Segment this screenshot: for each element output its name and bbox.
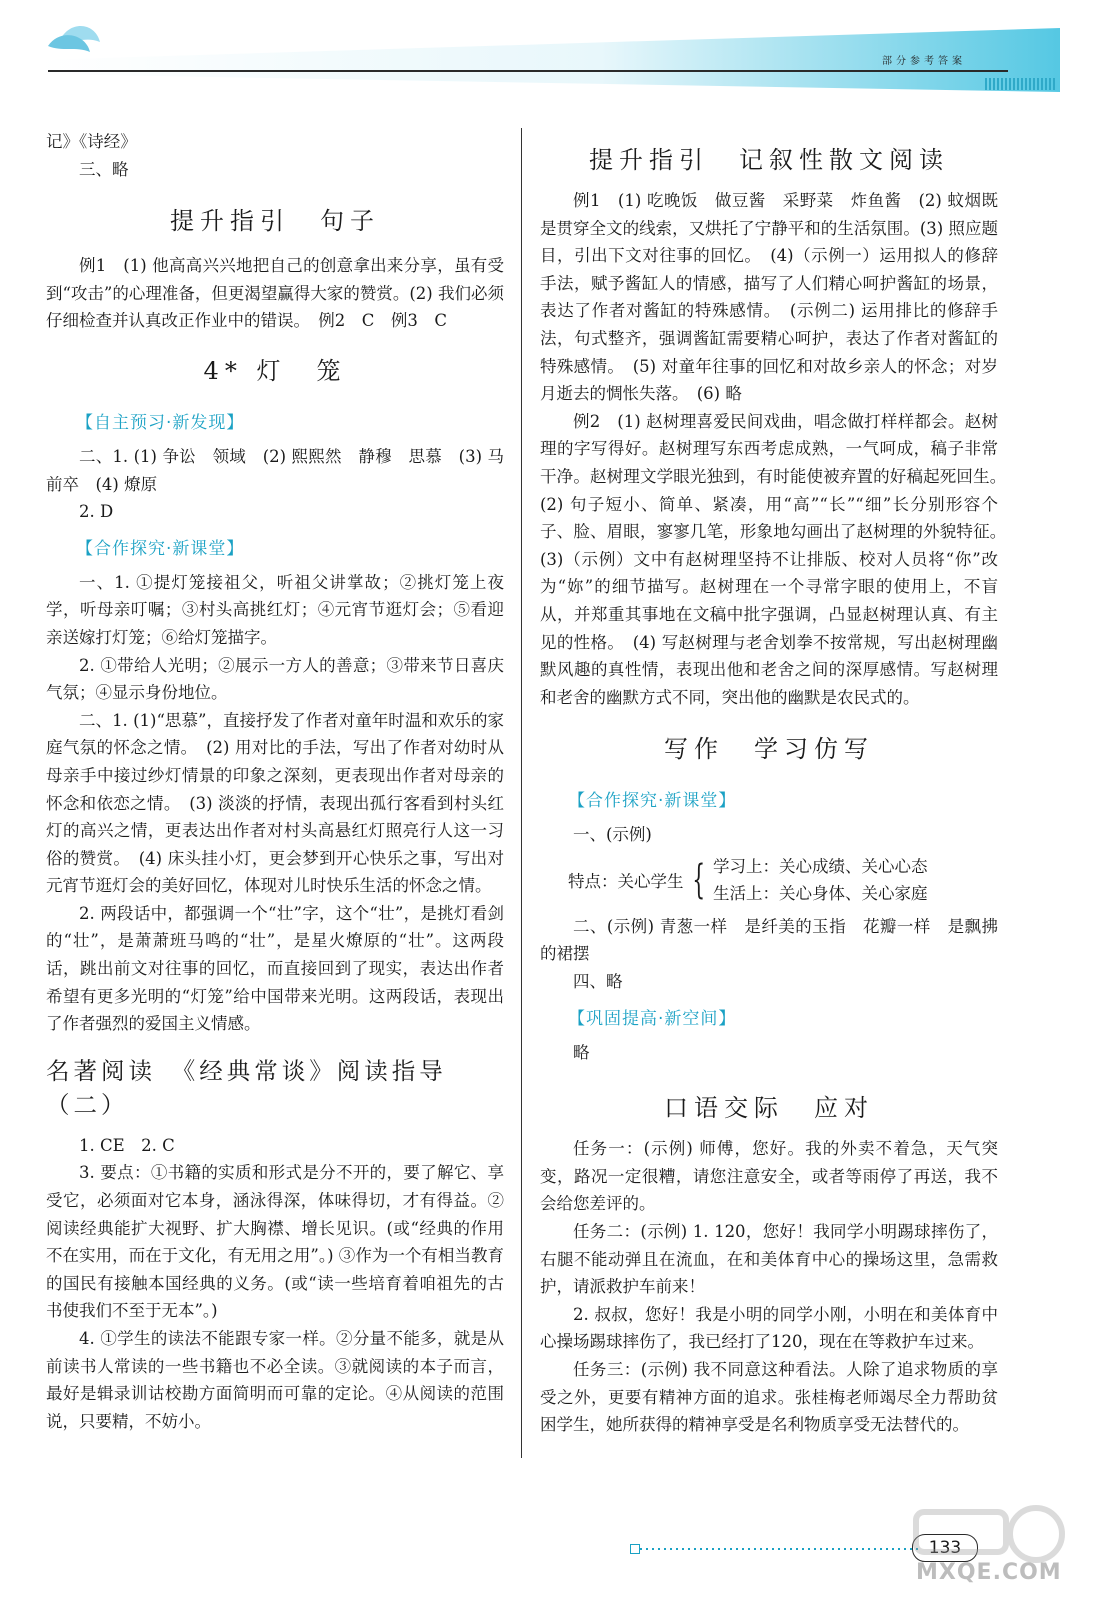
left-p1: 记》《诗经》: [46, 132, 137, 151]
left-p8: 二、1. (1)“思慕”，直接抒发了作者对童年时温和欢乐的家庭气氛的怀念之情。 (2) 用对比的手法，写出了作者对幼时从母亲手中接过纱灯情景的印象之深刻，更表现出作者对母亲的怀念和依恋之情。 (3) 淡淡的抒情，表现出孤行客看到村头红灯的高兴之情，更表达出作者对村头高悬红灯照亮行人这一习俗的赞赏。 (4) 床头挂小灯，更会梦到开心快乐之事，写出对元宵节逛灯会的美好回忆，体现对儿时快乐生活的怀念之情。: [46, 710, 504, 896]
section-label-preview: 【自主预习·新发现】: [76, 412, 245, 433]
brace-icon: {: [691, 856, 705, 903]
watermark-text: MXQE.COM: [916, 1560, 1062, 1585]
feature-line-1: 学习上：关心成绩、关心心态: [712, 856, 928, 876]
right-p5: 四、略: [573, 972, 623, 992]
right-p8: 任务二：(示例) 1. 120，您好！我同学小明踢球摔伤了，右腿不能动弹且在流血，在和美体育中心的操场这里，急需救护，请派救护车前来！: [540, 1222, 998, 1297]
feature-label: 特点：关心学生: [568, 871, 684, 891]
footer-square-icon: [630, 1544, 640, 1554]
heading-sentence: 提升指引 句子: [170, 207, 380, 236]
section-label-cooperate-right: 【合作探究·新课堂】: [568, 791, 737, 812]
heading-oral: 口语交际 应对: [664, 1094, 874, 1123]
left-p2: 三、略: [79, 159, 129, 179]
right-p9: 2. 叔叔，您好！我是小明的同学小刚，小明在和美体育中心操场踢球摔伤了，我已经打了120，现在在等救护车过来。: [540, 1304, 998, 1352]
right-p2: 例2 (1) 赵树理喜爱民间戏曲，唱念做打样样都会。赵树理的字写得好。赵树理写东西考虑成熟，一气呵成，稿子非常干净。赵树理文学眼光独到，有时能使被弃置的好稿起死回生。 (2) 句子短小、简单、紧凑，用“高”“长”“细”长分别形容个子、脸、眉眼，寥寥几笔，形象地勾画出了赵树理的外貌特征。 (3)（示例）文中有赵树理坚持不让排版、校对人员将“你”改为“妳”的细节描写。赵树理在一个寻常字眼的使用上，不盲从，并郑重其事地在文稿中批字强调，凸显赵树理认真、有主见的性格。 (4) 写赵树理与老舍划拳不按常规，写出赵树理幽默风趣的真性情，表现出他和老舍之间的深厚感情。写赵树理和老舍的幽默方式不同，突出他的幽默是农民式的。: [540, 411, 1015, 707]
left-p11: 3. 要点：①书籍的实质和形式是分不开的，要了解它、享受它，必须面对它本身，涵泳得深，体味得切，才有得益。②阅读经典能扩大视野、扩大胸襟、增长见识。(或“经典的作用不在实用，而在于文化，有无用之用”。) ③作为一个有相当教育的国民有接触本国经典的义务。(或“读一些培育着咱祖先的古书使我们不至于无本”。): [46, 1163, 504, 1321]
left-p9: 2. 两段话中，都强调一个“壮”字，这个“壮”，是挑灯看剑的“壮”，是萧萧班马鸣的“壮”，是星火燎原的“壮”。这两段话，跳出前文对往事的回忆，而直接回到了现实，表达出作者希望有更多光明的“灯笼”给中国带来光明。这两段话，表现出了作者强烈的爱国主义情感。: [46, 903, 504, 1034]
left-p12: 4. ①学生的读法不能跟专家一样。②分量不能多，就是从前读书人常读的一些书籍也不必全读。③就阅读的本子而言，最好是辑录训诂校勘方面简明而可靠的定论。④从阅读的范围说，只要精，不妨小。: [46, 1329, 504, 1431]
heading-narrative: 提升指引 记叙性散文阅读: [589, 146, 949, 174]
header-ticks: [985, 78, 1057, 90]
left-p5: 2. D: [79, 502, 114, 522]
section-label-consolidate: 【巩固提高·新空间】: [568, 1008, 737, 1029]
heading-lantern: 4* 灯 笼: [203, 356, 347, 385]
left-p4: 二、1. (1) 争讼 领域 (2) 熙熙然 静穆 思慕 (3) 马前卒 (4) 燎原: [46, 446, 504, 494]
right-p4: 二、(示例) 青葱一样 是纤美的玉指 花瓣一样 是飘拂的裙摆: [540, 916, 998, 964]
header-rule: [48, 70, 1008, 72]
page-number: 133: [912, 1534, 978, 1562]
feature-line-2: 生活上：关心身体、关心家庭: [712, 883, 928, 903]
heading-classics: 名著阅读 《经典常谈》阅读指导（二）: [46, 1056, 447, 1119]
feature-brace-group: [568, 853, 998, 907]
left-p6: 一、1. ①提灯笼接祖父，听祖父讲掌故；②挑灯笼上夜学，听母亲叮嘱；③村头高挑红灯；④元宵节逛灯会；⑤看迎亲送嫁打灯笼；⑥给灯笼描字。: [46, 572, 504, 647]
section-label-cooperate: 【合作探究·新课堂】: [76, 538, 245, 559]
left-column: [46, 128, 504, 1435]
right-p1: 例1 (1) 吃晚饭 做豆酱 采野菜 炸鱼酱 (2) 蚊烟既是贯穿全文的线索，又烘托了宁静平和的生活氛围。(3) 照应题目，引出下文对往事的回忆。 (4)（示例一）运用拟人的修辞手法，赋予酱缸人的情感，描写了人们精心呵护酱缸的场景，表达了作者对酱缸的特殊感情。 (示例二) 运用排比的修辞手法，句式整齐，强调酱缸需要精心呵护，表达了作者对酱缸的特殊感情。 (5) 对童年往事的回忆和对故乡亲人的怀念；对岁月逝去的惆怅失落。 (6) 略: [540, 191, 998, 404]
heading-writing: 写作 学习仿写: [664, 735, 874, 764]
right-p3: 一、(示例): [573, 825, 652, 845]
left-p10: 1. CE 2. C: [79, 1135, 175, 1155]
right-column: [540, 128, 1015, 1439]
right-p10: 任务三：(示例) 我不同意这种看法。人除了追求物质的享受之外，更要有精神方面的追求。张桂梅老师竭尽全力帮助贫困学生，她所获得的精神享受是名利物质享受无法替代的。: [540, 1360, 998, 1435]
header-band: [0, 0, 1099, 100]
feature-lines: [713, 853, 928, 907]
left-p3: 例1 (1) 他高高兴兴地把自己的创意拿出来分享，虽有受到“攻击”的心理准备，但更渴望赢得大家的赞赏。(2) 我们必须仔细检查并认真改正作业中的错误。 例2 C 例3 C: [46, 256, 504, 331]
footer-dotted-line: [640, 1548, 920, 1550]
column-divider: [521, 128, 522, 1458]
header-decoration: [0, 0, 1099, 100]
right-p6: 略: [573, 1042, 590, 1062]
left-p7: 2. ①带给人光明；②展示一方人的善意；③带来节日喜庆气氛；④显示身份地位。: [46, 655, 504, 703]
right-p7: 任务一：(示例) 师傅，您好。我的外卖不着急，天气突变，路况一定很糟，请您注意安全，或者等雨停了再送，我不会给您差评的。: [540, 1139, 998, 1214]
header-label: 部分参考答案: [882, 56, 966, 67]
